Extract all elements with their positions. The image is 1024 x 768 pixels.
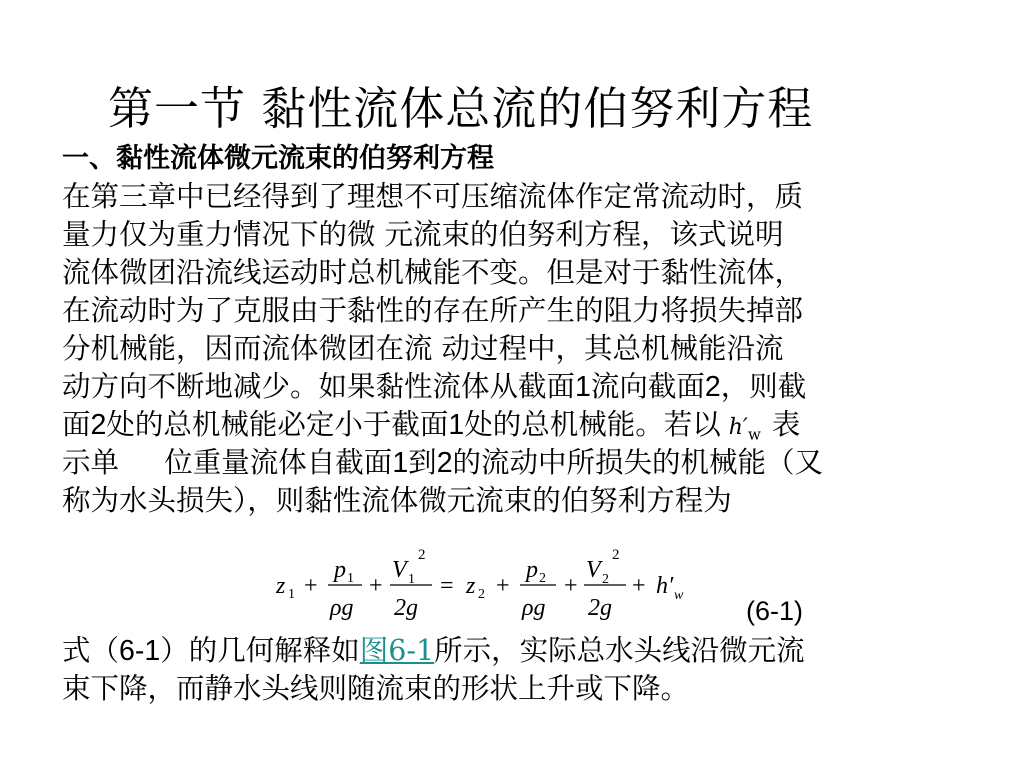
paragraph-explanation — [62, 632, 962, 708]
section-number: 1 — [575, 371, 591, 403]
text-run: ，则截 — [720, 370, 807, 403]
square-exponent: 2 — [418, 547, 426, 563]
plus-sign: + — [564, 573, 578, 599]
plus-sign: + — [369, 573, 383, 599]
z1-symbol: z — [276, 573, 286, 599]
two-g: 2g — [394, 595, 418, 621]
figure-link[interactable]: 图6-1 — [359, 634, 435, 667]
text-run: 处的总机械能必定小于截面 — [106, 408, 449, 441]
p2-symbol: p — [526, 557, 538, 583]
plus-sign: + — [632, 573, 646, 599]
section-number: 2 — [704, 371, 721, 403]
V1-symbol: V — [392, 557, 407, 583]
p1-symbol: p — [334, 557, 346, 583]
plus-sign: + — [304, 573, 318, 599]
text-run: 表 — [762, 408, 801, 441]
paragraph-line: 在第三章中已经得到了理想不可压缩流体作定常流动时，质 — [62, 180, 804, 213]
rho-g: ρg — [522, 595, 546, 621]
rho-g: ρg — [330, 595, 354, 621]
paragraph-line: 称为水头损失），则黏性流体微元流束的伯努利方程为 — [62, 484, 732, 517]
paragraph-line: 流体微团沿流线运动时总机械能不变。但是对于黏性流体， — [62, 256, 804, 289]
paragraph-intro — [62, 178, 962, 520]
section-number: 2 — [436, 447, 453, 479]
plus-sign: + — [496, 573, 510, 599]
paragraph-line — [62, 406, 962, 444]
section-number: 1 — [392, 447, 409, 479]
paragraph-line: 在流动时为了克服由于黏性的存在所产生的阻力将损失掉部 — [62, 294, 804, 327]
paragraph-line — [62, 632, 962, 670]
text-run: 到 — [408, 446, 437, 479]
head-loss-h: h′ — [656, 573, 674, 599]
equals-sign: = — [440, 573, 454, 599]
z1-subscript: 1 — [288, 587, 295, 602]
V2-symbol: V — [586, 557, 601, 583]
two-g: 2g — [588, 595, 612, 621]
p2-subscript: 2 — [539, 571, 546, 586]
bernoulli-equation — [272, 545, 712, 625]
page-title: 第一节 黏性流体总流的伯努利方程 — [108, 82, 814, 135]
section-number: 2 — [90, 409, 107, 441]
paragraph-line: 量力仅为重力情况下的微 元流束的伯努利方程，该式说明 — [62, 218, 784, 251]
text-run: 式（ — [62, 634, 120, 667]
text-run: 处的总机械能。若以 — [464, 408, 721, 441]
text-run: 流向截面 — [590, 370, 705, 403]
z2-symbol: z — [466, 573, 476, 599]
paragraph-line: 分机械能，因而流体微团在流 动过程中，其总机械能沿流 — [62, 332, 784, 365]
text-run: 所示，实际总水头线沿微元流 — [434, 634, 805, 667]
text-run: 动方向不断地减少。如果黏性流体从截面 — [62, 370, 576, 403]
text-run: 示单 位重量流体自截面 — [62, 446, 393, 479]
V2-subscript: 2 — [602, 572, 609, 587]
p1-subscript: 1 — [347, 571, 354, 586]
text-run: 的流动中所损失的机械能（又 — [452, 446, 824, 479]
text-run: ）的几何解释如 — [160, 634, 360, 667]
paragraph-line — [62, 368, 962, 406]
head-loss-symbol: $h'_w$ — [728, 415, 761, 444]
z2-subscript: 2 — [478, 587, 485, 602]
equation-number: (6-1) — [746, 596, 804, 626]
section-heading: 一、黏性流体微元流束的伯努利方程 — [62, 143, 494, 174]
paragraph-line — [62, 444, 962, 482]
V1-subscript: 1 — [408, 572, 415, 587]
paragraph-line: 束下降，而静水头线则随流束的形状上升或下降。 — [62, 672, 690, 705]
head-loss-subscript: w — [674, 588, 684, 603]
equation-reference: 6-1 — [119, 635, 161, 667]
section-number: 1 — [448, 409, 465, 441]
text-run: 面 — [62, 408, 91, 441]
square-exponent: 2 — [612, 547, 620, 563]
